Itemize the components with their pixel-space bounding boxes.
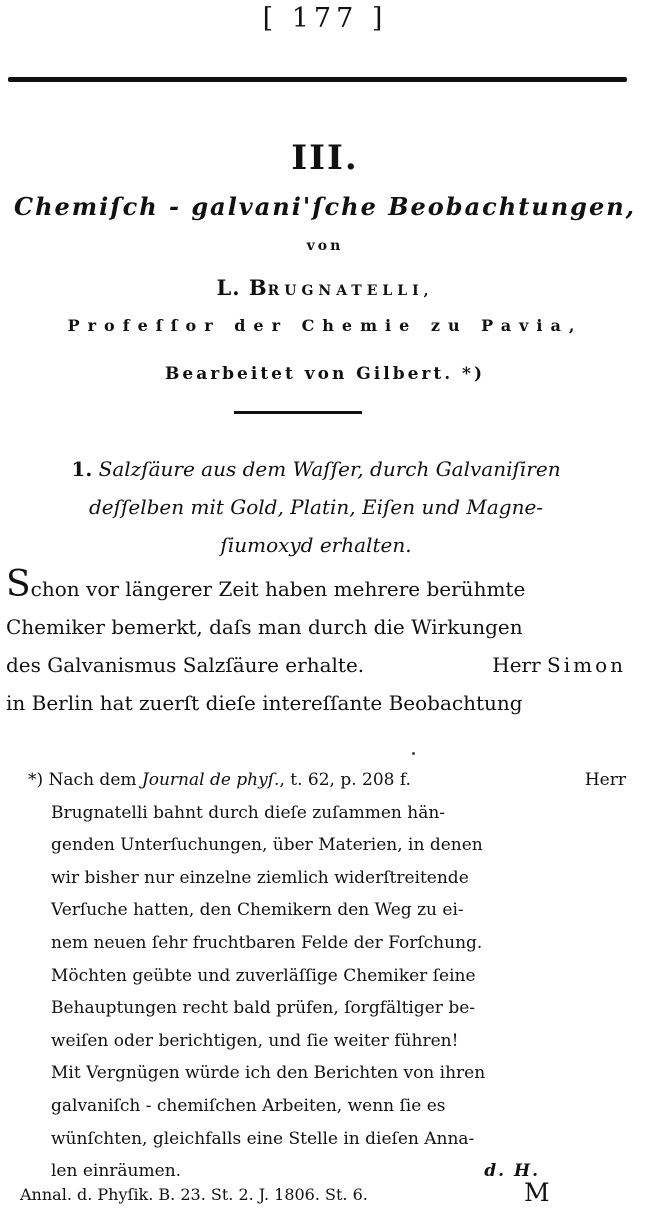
section-heading-line xyxy=(6,450,626,488)
page-number: [ 177 ] xyxy=(262,3,388,34)
body-line: in Berlin hat zuerſt dieſe intereſſante Beobachtung xyxy=(6,691,523,715)
footnote-marker: *) xyxy=(28,770,44,790)
footnote-initials: d. H. xyxy=(484,1161,540,1182)
drop-cap: S xyxy=(6,564,31,605)
article-number: III. xyxy=(291,138,359,178)
article-title: Chemiſch - galvani'ſche Beobachtungen, xyxy=(13,192,637,221)
header-rule xyxy=(8,77,627,82)
footnote-line: Möchten geübte und zuverläſſige Chemiker ſeine xyxy=(51,965,476,986)
footnote-lead xyxy=(28,764,411,797)
footnote-herr: Herr xyxy=(584,770,626,790)
body-line-text xyxy=(6,564,526,608)
body-line xyxy=(6,564,626,608)
section-heading-text: Salzſäure aus dem Waſſer, durch Galvaniſiren xyxy=(98,457,561,481)
body-line xyxy=(6,646,626,684)
printer-signature: Annal. d. Phyſik. B. 23. St. 2. J. 1806. St. 6. xyxy=(20,1185,368,1204)
author-affiliation: Profeſſor der Chemie zu Pavia, xyxy=(67,316,583,335)
footnote-line: weiſen oder berichtigen, und ſie weiter führen! xyxy=(51,1030,459,1051)
footnote-line: wünſchten, gleichfalls eine Stelle in dieſen Anna- xyxy=(51,1128,475,1149)
by-line: von xyxy=(306,238,344,254)
body-name-simon: Simon xyxy=(547,653,626,677)
editor-line: Bearbeitet von Gilbert. *) xyxy=(165,364,485,384)
author-surname: RUGNATELLI, xyxy=(267,283,434,299)
footnote-line: genden Unterſuchungen, über Materien, in denen xyxy=(51,835,483,856)
section-heading-line: deſſelben mit Gold, Platin, Eiſen und Magne- xyxy=(88,495,544,519)
footnote-line: nem neuen ſehr fruchtbaren Felde der Forſchung. xyxy=(51,932,483,953)
body-line-rest: chon vor längerer Zeit haben mehrere berühmte xyxy=(30,577,526,601)
footnote-line: Brugnatelli bahnt durch dieſe zuſammen hän- xyxy=(51,802,446,823)
author-initial: L. B xyxy=(216,275,268,300)
signature-mark: M xyxy=(524,1178,550,1207)
footnote-ref: , t. 62, p. 208 f. xyxy=(279,770,411,790)
body-line-part xyxy=(492,646,626,684)
footnote-line: wir bisher nur einzelne ziemlich widerſtreitende xyxy=(51,867,469,888)
footnote-lead-text: Nach dem xyxy=(48,770,137,790)
print-speck xyxy=(412,752,415,755)
body-line: Chemiker bemerkt, daſs man durch die Wirkungen xyxy=(6,615,523,639)
body-line-part: des Galvanismus Salzſäure erhalte. xyxy=(6,653,365,677)
footnote-line: galvaniſch - chemiſchen Arbeiten, wenn ſie es xyxy=(51,1095,446,1116)
body-herr: Herr xyxy=(492,653,541,677)
author-name xyxy=(0,273,650,306)
footnote-line xyxy=(28,764,626,797)
footnote-line: Verſuche hatten, den Chemikern den Weg zu ei- xyxy=(51,900,464,921)
footnote-last-text: len einräumen. xyxy=(51,1161,182,1182)
footnote-journal: Journal de phyſ. xyxy=(141,770,280,790)
section-heading xyxy=(6,450,626,564)
footnote xyxy=(28,764,626,1188)
footnote-line: Behauptungen recht bald prüfen, ſorgfältiger be- xyxy=(51,998,476,1019)
title-divider xyxy=(234,411,362,414)
section-heading-line: ſiumoxyd erhalten. xyxy=(220,533,412,557)
section-heading-number: 1. xyxy=(71,457,93,481)
body-paragraph xyxy=(6,564,626,722)
footnote-line: Mit Vergnügen würde ich den Berichten von ihren xyxy=(51,1063,486,1084)
